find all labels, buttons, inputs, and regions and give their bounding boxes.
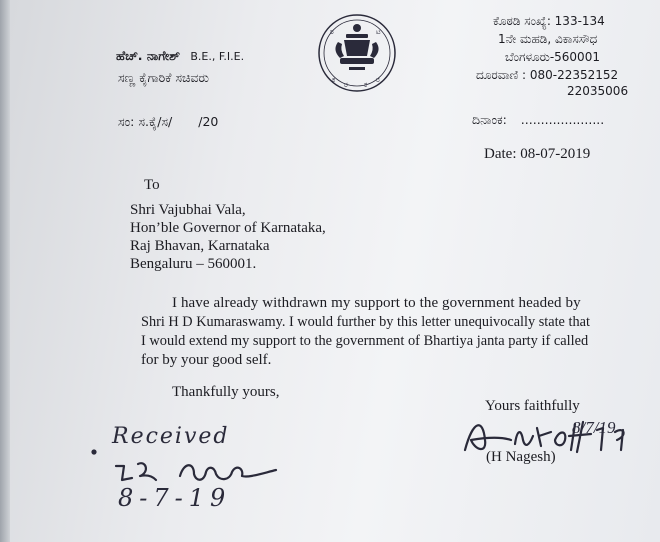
address-line: Raj Bhavan, Karnataka <box>130 238 270 254</box>
signature-scribble <box>455 410 645 460</box>
city-pincode: ಬೆಂಗಳೂರು-560001 <box>505 50 600 64</box>
svg-text:ಕ: ಕ <box>332 76 336 84</box>
address-line: Shri Vajubhai Vala, <box>130 202 246 218</box>
sender-qualification: B.E., F.I.E. <box>190 50 245 63</box>
svg-text:ರ: ರ <box>344 81 348 89</box>
svg-text:ರ: ರ <box>330 28 334 36</box>
address-line: Bengaluru – 560001. <box>130 256 257 272</box>
sender-name <box>116 48 244 64</box>
reference-label: ಸಂ: ಸ.ಕೈ/ಸ/ <box>118 114 173 129</box>
date-field <box>472 112 604 128</box>
body-line: Shri H D Kumaraswamy. I would further by this letter unequivocally state that <box>141 314 590 330</box>
reference-suffix: /20 <box>198 114 219 129</box>
received-signature-scribble <box>110 452 290 486</box>
phone-number-2: 22035006 <box>567 84 629 98</box>
closing-text: Thankfully yours, <box>172 384 280 400</box>
body-line: I would extend my support to the government of Bhartiya janta party if called <box>141 333 589 349</box>
ink-dot <box>88 446 100 458</box>
signature-date: 8/7/19 <box>572 418 616 437</box>
svg-text:ಕ: ಕ <box>364 81 368 89</box>
received-note: Received <box>112 424 230 449</box>
date-field-blank: ..................... <box>520 112 605 127</box>
received-date: 8-7-19 <box>118 484 232 512</box>
government-seal <box>316 12 398 94</box>
svg-text:ರ: ರ <box>376 76 380 84</box>
floor-address: 1ನೇ ಮಹಡಿ, ವಿಕಾಸಸೌಧ <box>498 32 598 46</box>
room-number: ಕೊಠಡಿ ಸಂಖ್ಯೆ: 133-134 <box>493 14 605 28</box>
reference-number <box>118 114 218 130</box>
letter-date: Date: 08-07-2019 <box>484 146 591 162</box>
address-line: Hon’ble Governor of Karnataka, <box>130 220 326 236</box>
sender-designation: ಸಣ್ಣ ಕೈಗಾರಿಕೆ ಸಚಿವರು <box>118 70 209 85</box>
body-line: for by your good self. <box>141 352 272 368</box>
svg-text:ಟ: ಟ <box>376 28 381 36</box>
page-edge <box>0 0 10 542</box>
date-field-label: ದಿನಾಂಕ: <box>472 112 507 127</box>
salutation: To <box>144 177 160 193</box>
signatory-name: (H Nagesh) <box>486 449 556 465</box>
phone-number: ದೂರವಾಣಿ : 080-22352152 <box>476 68 619 82</box>
sign-off-text: Yours faithfully <box>485 398 580 414</box>
sender-name-text: ಹೆಚ್. ನಾಗೇಶ್ <box>116 48 180 63</box>
body-line: I have already withdrawn my support to the government headed by <box>172 295 581 311</box>
